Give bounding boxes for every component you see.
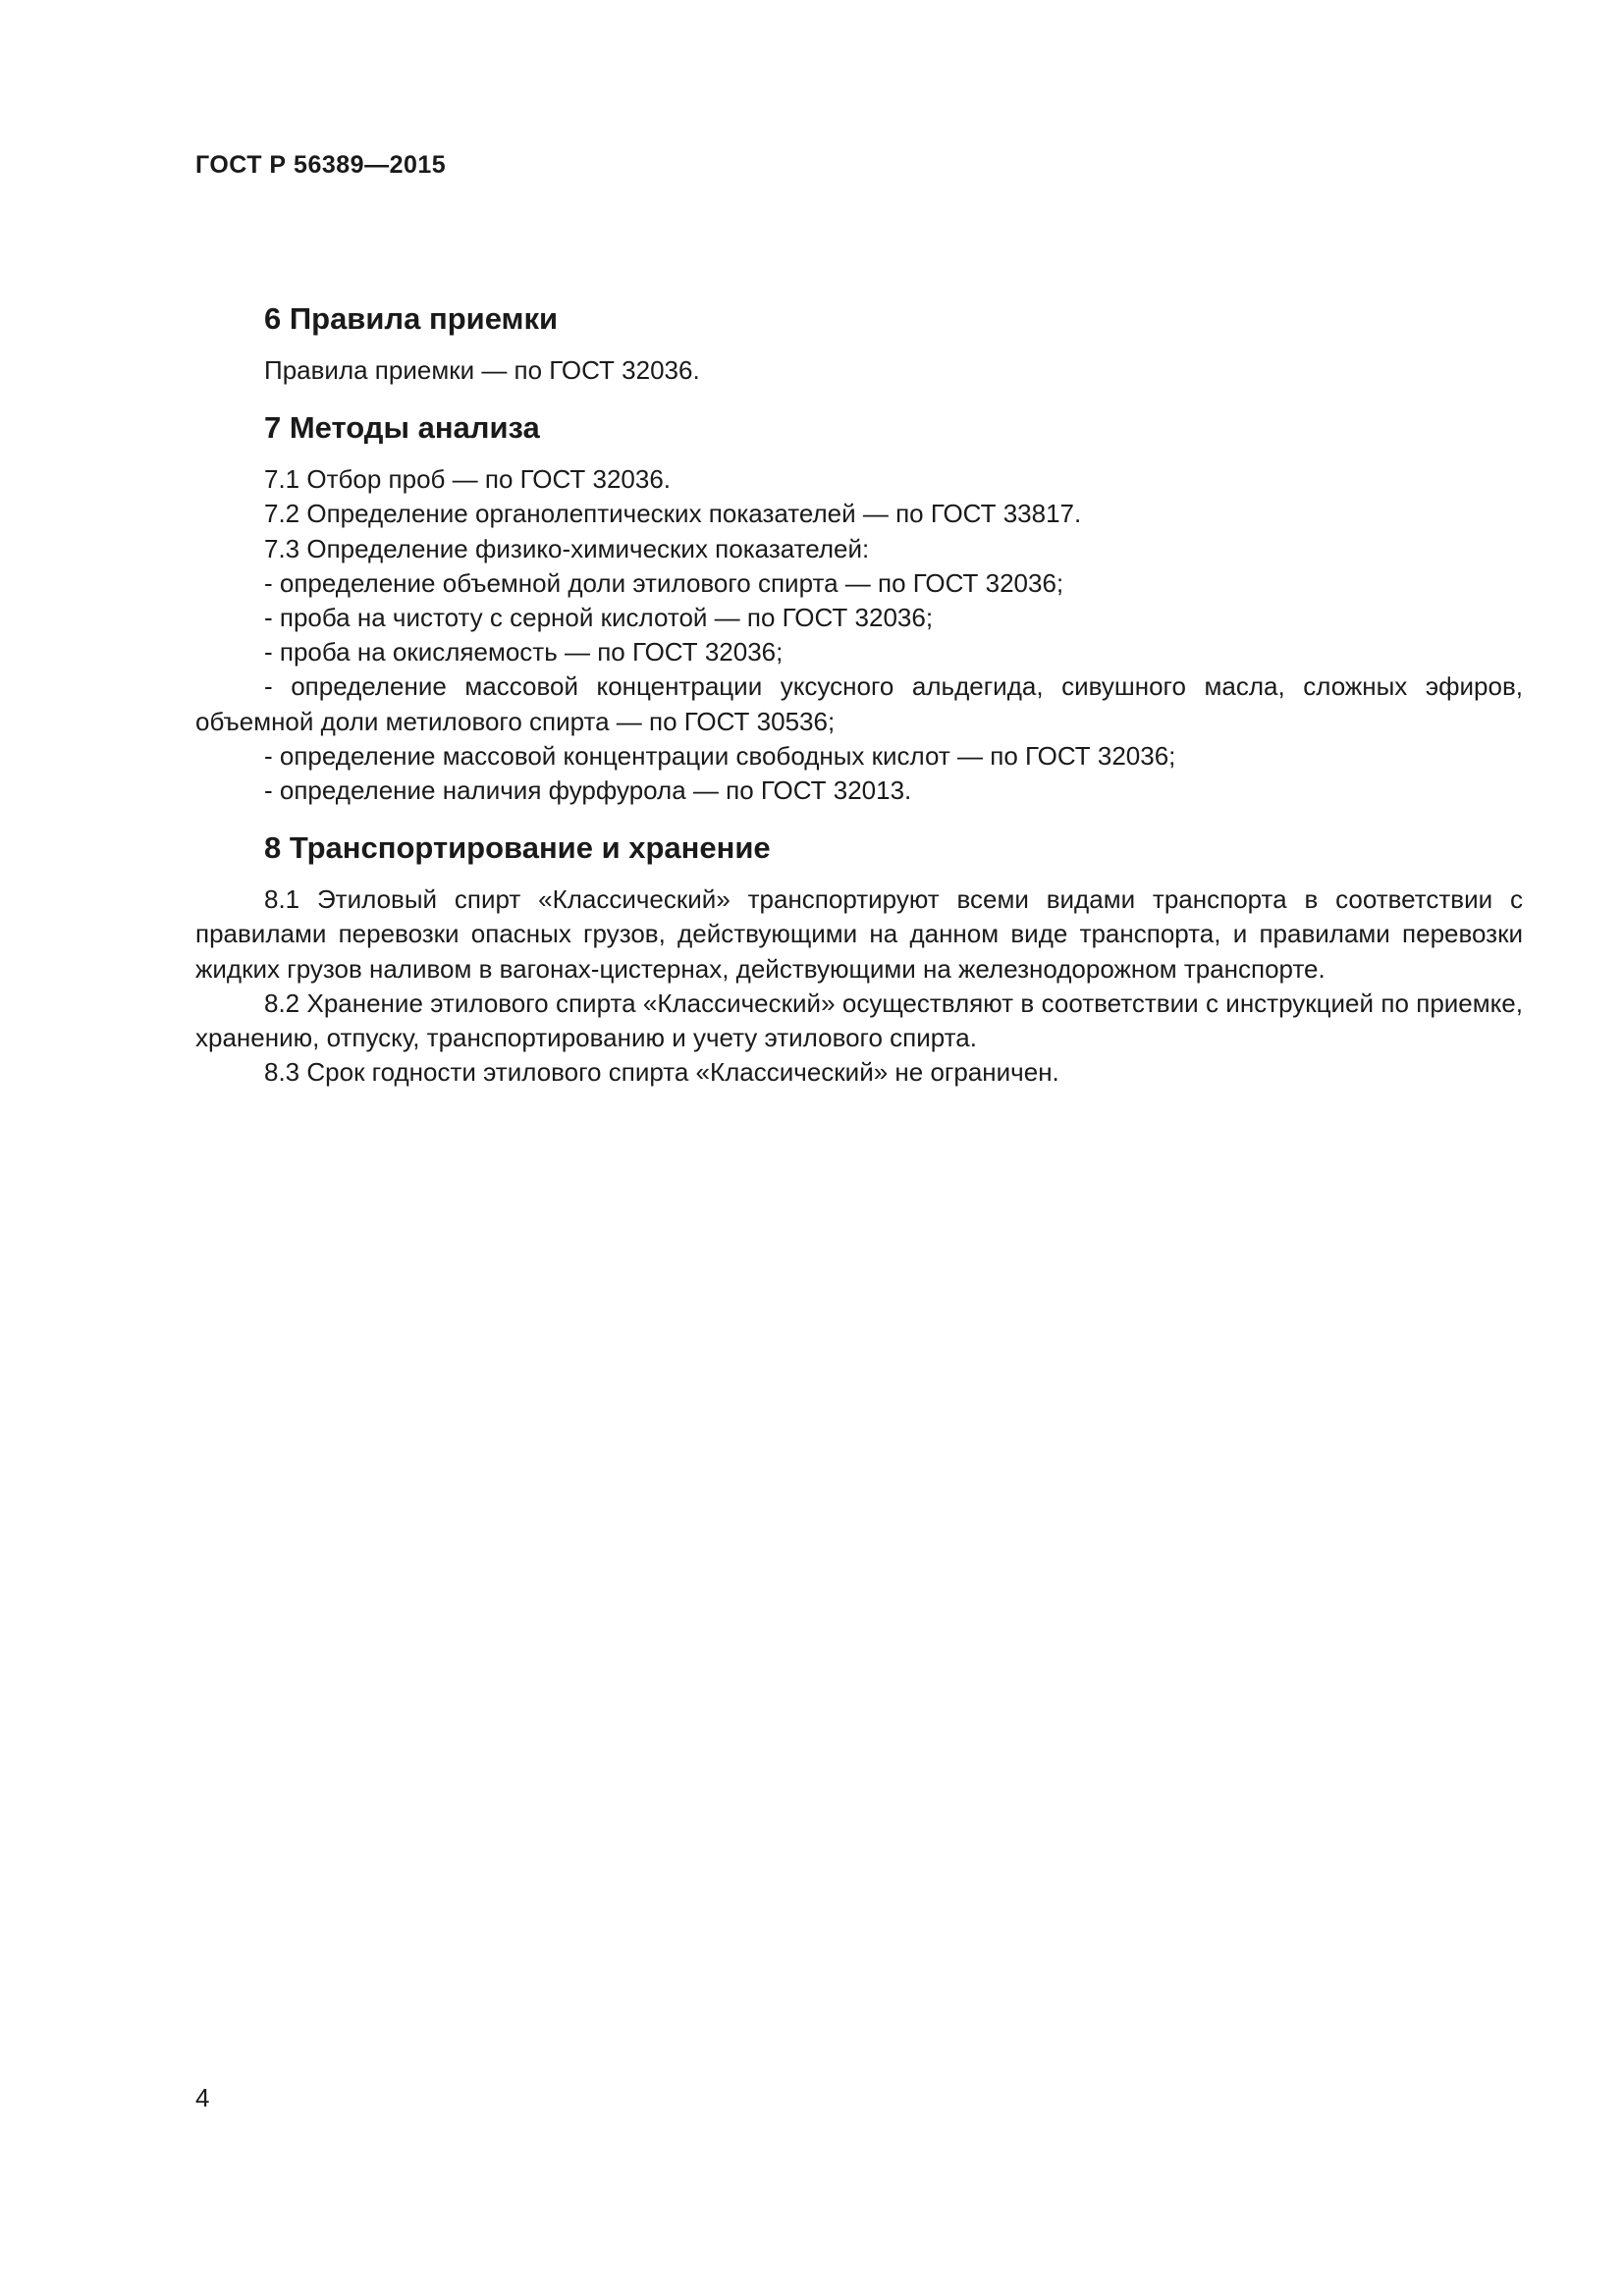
section-heading: 7 Методы анализа [264, 410, 540, 446]
paragraph: 7.3 Определение физико-химических показателей: [264, 533, 870, 563]
section-heading: 8 Транспортирование и хранение [264, 830, 771, 866]
paragraph: 8.2 Хранение этилового спирта «Классический» осуществляют в соответствии с инструкцией по приемке, хранению, отпуску, транспортированию и учету этилового спирта. [195, 988, 1523, 1053]
list-item: - определение массовой концентрации свободных кислот — по ГОСТ 32036; [264, 740, 1176, 771]
paragraph: 8.1 Этиловый спирт «Классический» транспортируют всеми видами транспорта в соответствии с правилами перевозки опасных грузов, действующими на данном виде транспорта, и правилами перевозки жидких грузов наливом в вагонах-цистернах, действующими на железнодорожном транспорте. [195, 884, 1523, 984]
section-analysis-methods [195, 403, 1523, 808]
document-code-header: ГОСТ Р 56389—2015 [195, 151, 447, 179]
paragraph: 7.2 Определение органолептических показателей — по ГОСТ 33817. [264, 499, 1082, 529]
section-transport-storage [195, 824, 1523, 1090]
paragraph: 8.3 Срок годности этилового спирта «Классический» не ограничен. [264, 1057, 1059, 1088]
list-item: - проба на чистоту с серной кислотой — по ГОСТ 32036; [264, 603, 934, 633]
list-item: - определение объемной доли этилового спирта — по ГОСТ 32036; [264, 567, 1064, 598]
list-item: - определение наличия фурфурола — по ГОСТ 32013. [264, 775, 912, 806]
page-number: 4 [195, 2083, 210, 2112]
section-heading: 6 Правила приемки [264, 301, 559, 336]
document-body [195, 294, 1523, 1105]
section-acceptance-rules [195, 294, 1523, 388]
paragraph: Правила приемки — по ГОСТ 32036. [264, 355, 700, 385]
list-item: - определение массовой концентрации уксусного альдегида, сивушного масла, сложных эфиров, объемной доли метилового спирта — по ГОСТ 30536; [195, 671, 1523, 736]
paragraph: 7.1 Отбор проб — по ГОСТ 32036. [264, 464, 672, 495]
list-item: - проба на окисляемость — по ГОСТ 32036; [264, 637, 784, 667]
